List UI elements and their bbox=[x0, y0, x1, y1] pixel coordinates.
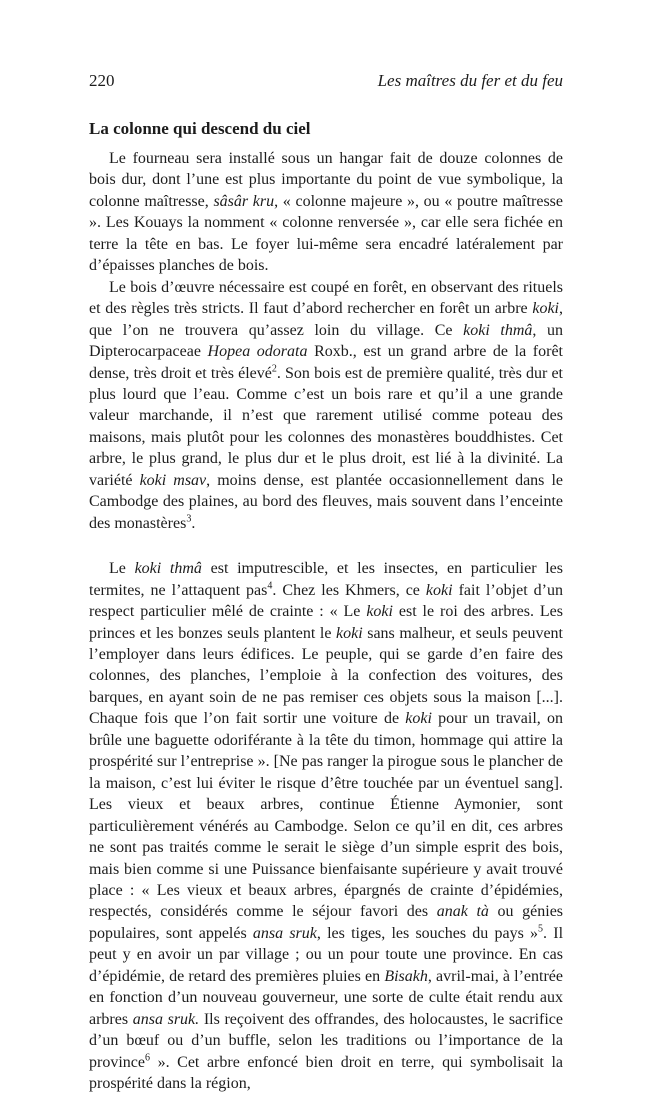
text-run: fait l’objet d’un respect particulier mêlé de crainte : « Le bbox=[89, 581, 563, 621]
footnote-ref: 5 bbox=[538, 923, 544, 935]
running-title: Les maîtres du fer et du feu bbox=[377, 71, 563, 90]
italic-term: Bisakh bbox=[384, 967, 428, 985]
text-run: sans malheur, et seuls peuvent l’employer dans leurs édifices. Le peuple, qui se garde d’en faire des colonnes, des planches, l’emploie à la confection des voitures, des barques, en ayant soin de ne pas remiser ces objets sous la maison [...]. Chaque fois que l’on fait sortir une voiture de bbox=[89, 624, 564, 728]
text-run: , que l’on ne trouvera qu’assez loin du village. Ce bbox=[89, 300, 563, 339]
italic-term: koki bbox=[532, 300, 559, 318]
italic-term: anak tà bbox=[436, 903, 489, 921]
italic-term: ansa sruk. bbox=[132, 1010, 200, 1028]
text-run: ou génies populaires, sont appelés bbox=[89, 903, 564, 942]
italic-term: koki bbox=[366, 603, 393, 621]
body-text bbox=[89, 148, 563, 1094]
footnote-ref: 6 bbox=[144, 1052, 150, 1064]
footnote-ref: 3 bbox=[186, 513, 192, 525]
text-run: . Son bois est de première qualité, très dur et plus lourd que l’eau. Comme c’est un bois rare et qu’il a une grande valeur marchande, il n’est que rarement utilisé comme poteau des maisons, mais plutôt pour les colonnes des monastères bouddhistes. Cet arbre, le plus grand, le plus dur et le plus droit, est lié à la divinité. La variété bbox=[89, 364, 563, 489]
italic-term: koki msav bbox=[139, 471, 207, 489]
footnote-ref: 2 bbox=[271, 363, 277, 375]
text-run: , un Dipterocarpaceae bbox=[89, 321, 563, 361]
italic-term: Hopea odorata bbox=[207, 343, 308, 361]
italic-term: sâsâr kru bbox=[213, 192, 275, 210]
section-title: La colonne qui descend du ciel bbox=[89, 119, 311, 138]
text-run: ». Cet arbre enfoncé bien droit en terre, qui symbolisait la prospérité dans la région, bbox=[89, 1053, 563, 1093]
paragraph-3 bbox=[89, 558, 563, 1094]
italic-term: koki thmâ bbox=[463, 321, 533, 339]
paragraph-2 bbox=[89, 277, 563, 534]
italic-term: koki bbox=[336, 624, 363, 642]
italic-term: koki thmâ bbox=[134, 560, 202, 578]
text-run: pour un travail, on brûle une baguette odoriférante à la tête du timon, hommage qui attire la prospérité sur l’entreprise ». [Ne pas ranger la pirogue sous le plancher de la maison, c’est lui éviter le risque d’être touchée par un éventuel sang]. Les vieux et beaux arbres, continue Étienne Aymonier, sont particulièrement vénérés au Cambodge. Selon ce qu’il en dit, ces arbres ne sont pas traités comme le serait le siège d’un simple esprit des bois, mais bien comme si une Puissance bienfaisante supérieure y avait trouvé place : « Les vieux et beaux arbres, épargnés de crainte d’épidémies, respectés, considérés comme le séjour favori des bbox=[89, 710, 563, 921]
paragraph-1 bbox=[89, 148, 563, 277]
italic-term: koki bbox=[405, 710, 432, 728]
italic-term: koki bbox=[425, 581, 453, 599]
text-run: , moins dense, est plantée occasionnellement dans le Cambodge des plaines, au bord des fleuves, mais souvent dans l’enceinte des monastères bbox=[89, 471, 564, 532]
footnote-ref: 4 bbox=[267, 580, 273, 592]
text-run: Le fourneau sera installé sous un hangar fait de douze colonnes de bois dur, dont l’une est plus importante du point de vue symbolique, la colonne maîtresse, bbox=[89, 150, 563, 210]
text-run: Ils reçoivent des offrandes, des holocaustes, le sacrifice d’un bœuf ou d’un buffle, selon les traditions ou l’importance de la province bbox=[89, 1010, 564, 1071]
page-header bbox=[89, 71, 563, 95]
text-run: Le bois d’œuvre nécessaire est coupé en forêt, en observant des rituels et des règles très stricts. Il faut d’abord rechercher en forêt un arbre bbox=[89, 278, 563, 318]
text-run: est imputrescible, et les insectes, en particulier les termites, ne l’attaquent pas bbox=[89, 560, 563, 599]
page-number: 220 bbox=[89, 71, 115, 90]
text-run: , les tiges, les souches du pays » bbox=[316, 924, 539, 942]
text-run: Le bbox=[109, 560, 135, 578]
text-run: , « colonne majeure », ou « poutre maîtresse ». Les Kouays la nomment « colonne renversée », car elle sera fichée en terre la tête en bas. Le foyer lui-même sera encadré latéralement par d’épaisses planches de bois. bbox=[89, 192, 564, 275]
text-run: . Il peut y en avoir un par village ; ou un pour toute une province. En cas d’épidémie, de retard des premières pluies en bbox=[89, 924, 564, 985]
text-run: est le roi des arbres. Les princes et les bonzes seuls plantent le bbox=[89, 603, 563, 642]
text-run: Roxb., est un grand arbre de la forêt dense, très droit et très élevé bbox=[89, 343, 563, 382]
text-run: . Chez les Khmers, ce bbox=[272, 581, 426, 599]
text-run: . bbox=[191, 514, 196, 532]
text-run: , avril-mai, à l’entrée en fonction d’un nouveau gouverneur, une sorte de culte était rendu aux arbres bbox=[89, 967, 563, 1028]
italic-term: ansa sruk bbox=[252, 924, 317, 942]
